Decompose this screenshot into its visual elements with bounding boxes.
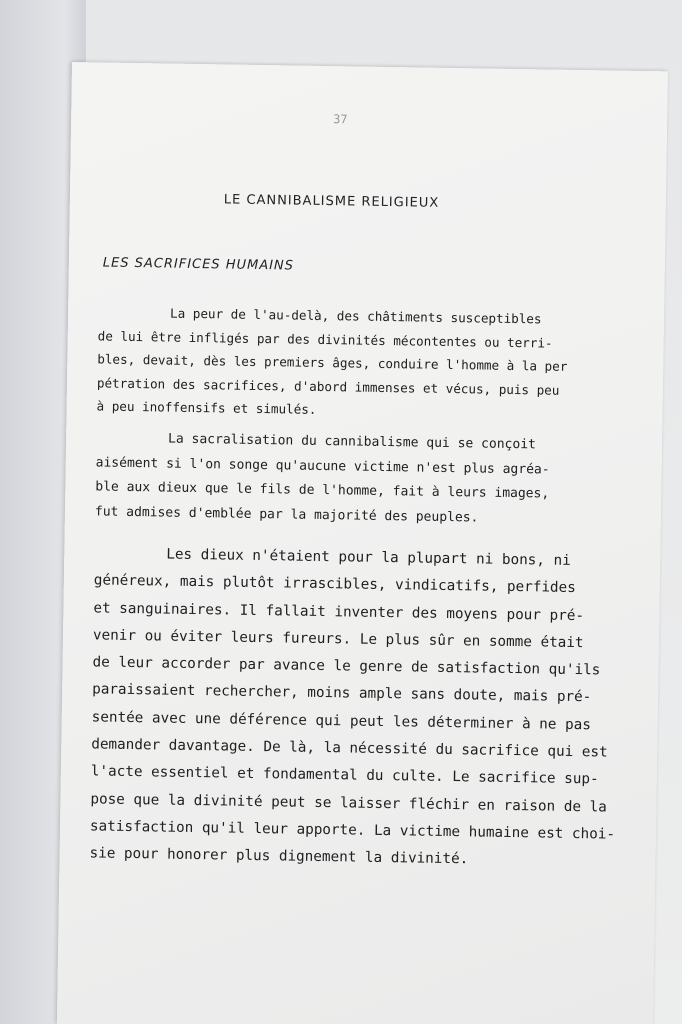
paragraph-1 xyxy=(96,300,638,426)
text-line: demander davantage. De là, la nécessité du sacrifice qui est xyxy=(91,736,608,761)
text-line: de leur accorder par avance le genre de satisfaction qu'ils xyxy=(92,654,601,679)
text-line: fut admises d'emblée par la majorité des peuples. xyxy=(94,503,479,525)
text-line: l'acte essentiel et fondamental du culte. Le sacrifice sup- xyxy=(90,763,599,788)
text-line: et sanguinaires. Il fallait inventer des moyens pour pré- xyxy=(93,599,585,624)
text-line: bles, devait, dès les premiers âges, conduire l'homme à la per xyxy=(97,351,568,374)
text-line: La peur de l'au-delà, des châtiments susceptibles xyxy=(169,305,542,327)
text-line: sentée avec une déférence qui peut les déterminer à ne pas xyxy=(91,709,592,734)
text-line: La sacralisation du cannibalisme qui se conçoit xyxy=(167,431,537,453)
section-heading: LES SACRIFICES HUMAINS xyxy=(102,255,295,274)
text-line: ble aux dieux que le fils de l'homme, fait à leurs images, xyxy=(95,479,550,502)
text-line: Les dieux n'étaient pour la plupart ni bons, ni xyxy=(166,546,571,569)
text-line: satisfaction qu'il leur apporte. La victime humaine est choi- xyxy=(89,818,616,843)
chapter-title: LE CANNIBALISME RELIGIEUX xyxy=(223,192,440,211)
text-line: venir ou éviter leurs fureurs. Le plus sûr en somme était xyxy=(92,627,584,651)
page-number: 37 xyxy=(333,112,348,127)
paragraph-2 xyxy=(95,426,636,532)
text-line: sie pour honorer plus dignement la divinité. xyxy=(89,845,469,868)
paragraph-3 xyxy=(89,540,634,876)
text-line: généreux, mais plutôt irrascibles, vindicatifs, perfides xyxy=(93,572,576,597)
text-line: pose que la divinité peut se laisser fléchir en raison de la xyxy=(90,791,607,816)
typed-page xyxy=(57,62,668,1024)
text-line: aisément si l'on songe qu'aucune victime n'est plus agréa- xyxy=(95,454,550,478)
text-line: pétration des sacrifices, d'abord immenses et vécus, puis peu xyxy=(96,374,560,398)
text-line: à peu inoffensifs et simulés. xyxy=(96,398,317,417)
text-line: paraissaient rechercher, moins ample sans doute, mais pré- xyxy=(92,681,592,706)
text-line: de lui être infligés par des divinités mécontentes ou terri- xyxy=(97,327,553,351)
